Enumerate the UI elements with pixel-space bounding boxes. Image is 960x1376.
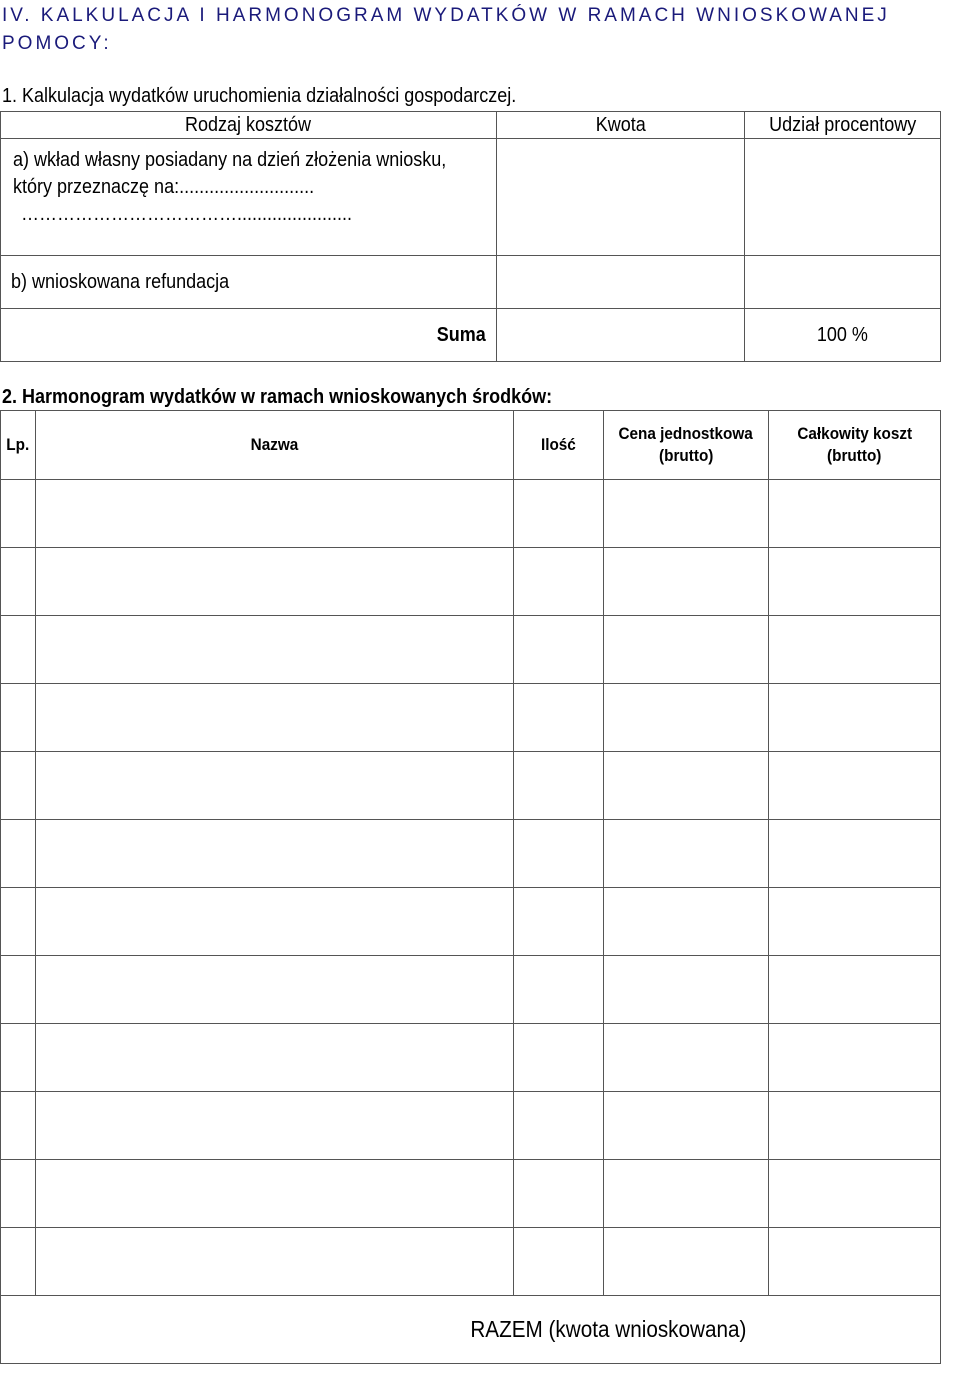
lp-cell[interactable] <box>1 956 36 1024</box>
lp-cell[interactable] <box>1 616 36 684</box>
section-title: IV. KALKULACJA I HARMONOGRAM WYDATKÓW W RAMACH WNIOSKOWANEJ POMOCY: <box>2 5 890 54</box>
quantity-cell[interactable] <box>514 616 604 684</box>
total-cost-cell[interactable] <box>769 1092 941 1160</box>
name-cell[interactable] <box>36 956 514 1024</box>
header-quantity: Ilość <box>514 411 604 480</box>
name-cell[interactable] <box>36 888 514 956</box>
table-header-row <box>1 411 941 480</box>
refund-cell: b) wnioskowana refundacja <box>1 256 497 309</box>
total-label-cell: RAZEM (kwota wnioskowana) <box>1 1296 941 1364</box>
sum-share-cell: 100 % <box>745 309 941 362</box>
table-row <box>1 480 941 548</box>
total-row <box>1 1296 941 1364</box>
quantity-cell[interactable] <box>514 548 604 616</box>
header-name: Nazwa <box>36 411 514 480</box>
name-cell[interactable] <box>36 684 514 752</box>
lp-cell[interactable] <box>1 1092 36 1160</box>
quantity-cell[interactable] <box>514 752 604 820</box>
table-row <box>1 139 941 256</box>
own-contribution-cell: a) wkład własny posiadany na dzień złożenia wniosku, który przeznaczę na:........................... ………………………………....................... <box>1 139 497 256</box>
lp-cell[interactable] <box>1 752 36 820</box>
header-share: Udział procentowy <box>745 112 941 139</box>
lp-cell[interactable] <box>1 1160 36 1228</box>
quantity-cell[interactable] <box>514 1160 604 1228</box>
table-row <box>1 616 941 684</box>
total-cost-cell[interactable] <box>769 956 941 1024</box>
own-contribution-amount-cell[interactable] <box>497 139 745 256</box>
lp-cell[interactable] <box>1 888 36 956</box>
quantity-cell[interactable] <box>514 1092 604 1160</box>
name-cell[interactable] <box>36 1160 514 1228</box>
table-row <box>1 820 941 888</box>
quantity-cell[interactable] <box>514 888 604 956</box>
unit-price-cell[interactable] <box>604 888 769 956</box>
own-contribution-share-cell[interactable] <box>745 139 941 256</box>
total-cost-cell[interactable] <box>769 1024 941 1092</box>
quantity-cell[interactable] <box>514 480 604 548</box>
table-header-row <box>1 112 941 139</box>
lp-cell[interactable] <box>1 820 36 888</box>
unit-price-cell[interactable] <box>604 1092 769 1160</box>
table-row <box>1 1228 941 1296</box>
unit-price-cell[interactable] <box>604 820 769 888</box>
total-cost-cell[interactable] <box>769 1228 941 1296</box>
header-amount: Kwota <box>497 112 745 139</box>
refund-amount-cell[interactable] <box>497 256 745 309</box>
quantity-cell[interactable] <box>514 684 604 752</box>
part1-heading: 1. Kalkulacja wydatków uruchomienia działalności gospodarczej. <box>2 85 517 107</box>
total-cost-cell[interactable] <box>769 1160 941 1228</box>
unit-price-cell[interactable] <box>604 548 769 616</box>
lp-cell[interactable] <box>1 684 36 752</box>
lp-cell[interactable] <box>1 1024 36 1092</box>
header-cost-type: Rodzaj kosztów <box>1 112 497 139</box>
unit-price-cell[interactable] <box>604 1228 769 1296</box>
cost-calculation-table <box>0 111 941 362</box>
sum-amount-cell[interactable] <box>497 309 745 362</box>
name-cell[interactable] <box>36 820 514 888</box>
name-cell[interactable] <box>36 480 514 548</box>
name-cell[interactable] <box>36 1092 514 1160</box>
table-row <box>1 888 941 956</box>
header-total-cost: Całkowity koszt (brutto) <box>769 411 941 480</box>
sum-row <box>1 309 941 362</box>
quantity-cell[interactable] <box>514 1024 604 1092</box>
total-cost-cell[interactable] <box>769 752 941 820</box>
unit-price-cell[interactable] <box>604 480 769 548</box>
quantity-cell[interactable] <box>514 956 604 1024</box>
lp-cell[interactable] <box>1 1228 36 1296</box>
table-row <box>1 752 941 820</box>
table-row <box>1 684 941 752</box>
quantity-cell[interactable] <box>514 1228 604 1296</box>
total-cost-cell[interactable] <box>769 888 941 956</box>
name-cell[interactable] <box>36 548 514 616</box>
name-cell[interactable] <box>36 752 514 820</box>
table-row <box>1 256 941 309</box>
quantity-cell[interactable] <box>514 820 604 888</box>
unit-price-cell[interactable] <box>604 752 769 820</box>
total-cost-cell[interactable] <box>769 684 941 752</box>
lp-cell[interactable] <box>1 480 36 548</box>
total-cost-cell[interactable] <box>769 480 941 548</box>
unit-price-cell[interactable] <box>604 616 769 684</box>
unit-price-cell[interactable] <box>604 1024 769 1092</box>
name-cell[interactable] <box>36 1228 514 1296</box>
table-row <box>1 1160 941 1228</box>
table-row <box>1 548 941 616</box>
unit-price-cell[interactable] <box>604 684 769 752</box>
lp-cell[interactable] <box>1 548 36 616</box>
total-cost-cell[interactable] <box>769 548 941 616</box>
expense-schedule-table <box>0 410 941 1364</box>
part2-heading: 2. Harmonogram wydatków w ramach wnioskowanych środków: <box>2 386 553 408</box>
name-cell[interactable] <box>36 1024 514 1092</box>
table-row <box>1 1092 941 1160</box>
table-row <box>1 1024 941 1092</box>
refund-share-cell[interactable] <box>745 256 941 309</box>
total-cost-cell[interactable] <box>769 616 941 684</box>
unit-price-cell[interactable] <box>604 1160 769 1228</box>
total-cost-cell[interactable] <box>769 820 941 888</box>
header-unit-price: Cena jednostkowa (brutto) <box>604 411 769 480</box>
unit-price-cell[interactable] <box>604 956 769 1024</box>
header-lp: Lp. <box>1 411 36 480</box>
sum-label-cell: Suma <box>1 309 497 362</box>
name-cell[interactable] <box>36 616 514 684</box>
table-row <box>1 956 941 1024</box>
